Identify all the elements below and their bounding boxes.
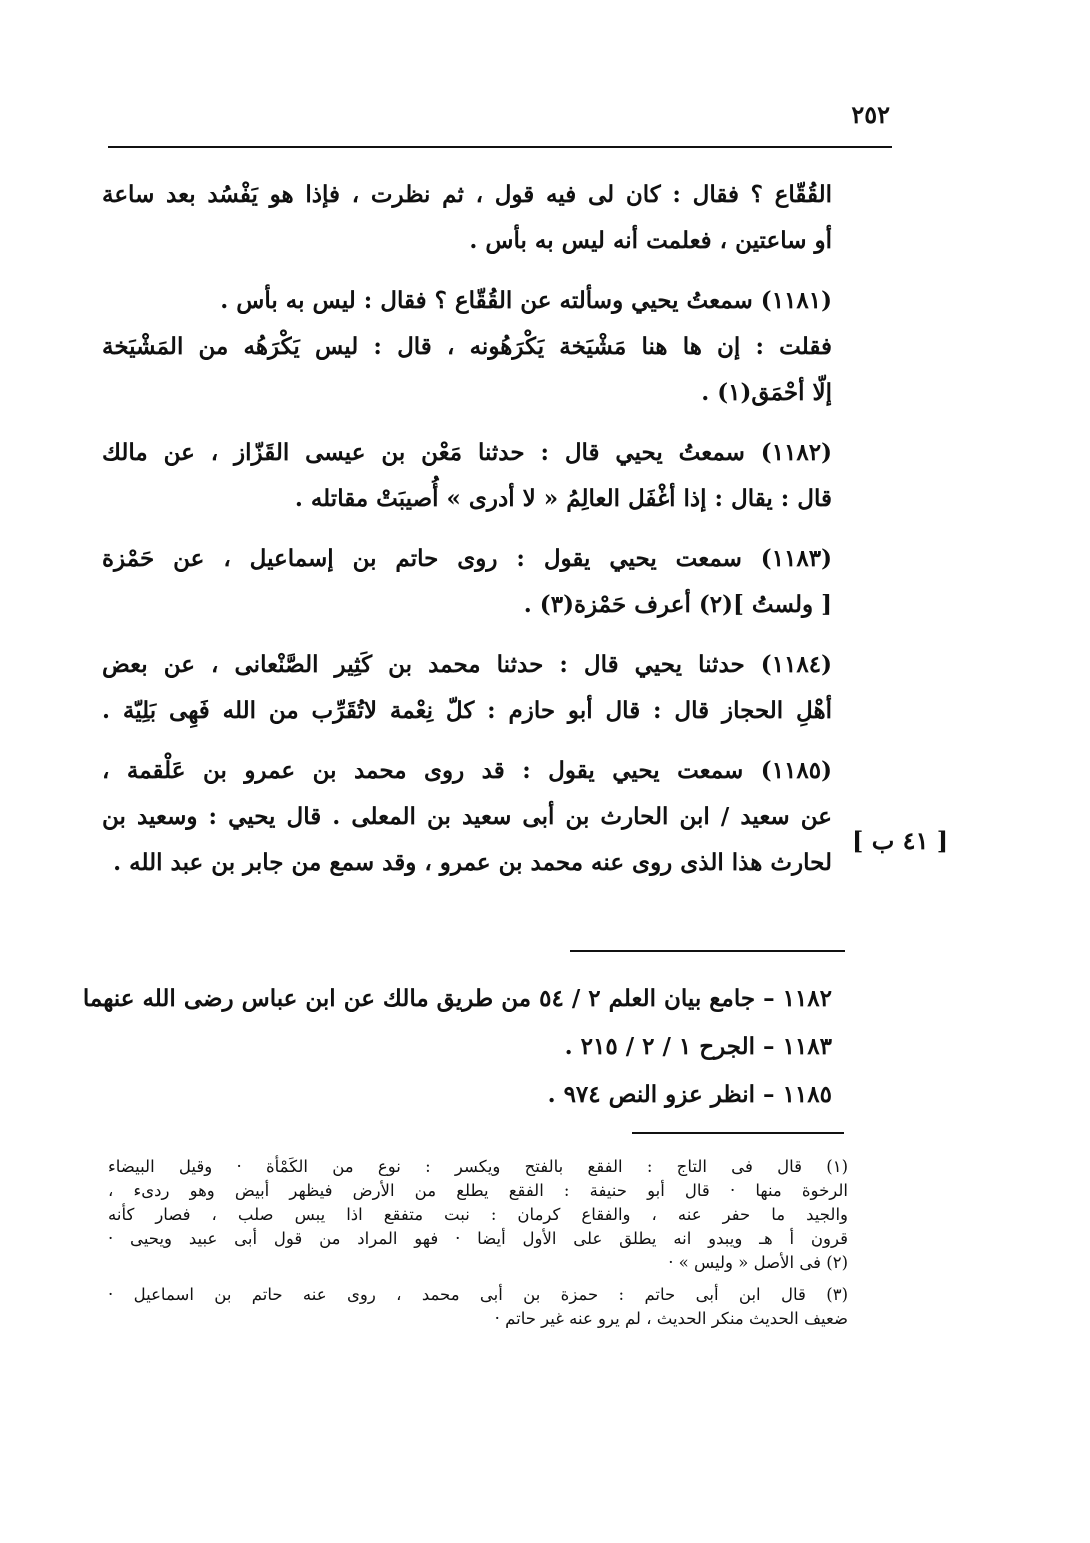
footnote-line: (٣) قال ابن أبى حاتم : حمزة بن أبى محمد ، روى عنه حاتم بن اسماعيل ·: [108, 1285, 848, 1304]
main-text: [102, 172, 832, 886]
text-line: (١١٨٢) سمعتُ يحيي قال : حدثنا مَعْن بن عيسى القَزّاز ، عن مالك: [102, 439, 832, 466]
reference-line: ١١٨٥ – انظر عزو النص ٩٧٤ .: [547, 1081, 832, 1108]
header-rule: [108, 146, 892, 148]
text-line: (١١٨٤) حدثنا يحيي قال : حدثنا محمد بن كَثِير الصَّنْعانى ، عن بعض: [102, 651, 832, 678]
margin-folio-note: [ ٤١ ب ]: [852, 826, 949, 855]
reference-line: ١١٨٢ – جامع بيان العلم ٢ / ٥٤ من طريق مالك عن ابن عباس رضى الله عنهما: [82, 985, 832, 1012]
footnote-line: قرون أ هـ ويبدو انه يطلق على الأول أيضا · فهو المراد من قول أبى عبيد ويحيى ·: [108, 1229, 848, 1248]
text-line: قال : يقال : إذا أغْفَل العالِمُ « لا أدرى » أُصيبَتْ مقاتله .: [294, 485, 832, 512]
text-line: (١١٨٥) سمعت يحيي يقول : قد روى محمد بن عمرو بن عَلْقمة ،: [102, 757, 832, 784]
text-line: إلّا أحْمَق(١) .: [701, 379, 832, 406]
footnote-line: (٢) فى الأصل « وليس » ·: [668, 1253, 848, 1272]
text-line: فقلت : إن ها هنا مَشْيَخة يَكْرَهُونه ، قال : ليس يَكْرَهُه من المَشْيَخة: [102, 333, 832, 360]
text-line: لحارث هذا الذى روى عنه محمد بن عمرو ، وقد سمع من جابر بن عبد الله .: [113, 849, 832, 876]
text-line: أو ساعتين ، فعلمت أنه ليس به بأس .: [469, 227, 832, 254]
text-line: أهْلِ الحجاز قال : قال أبو حازم : كلّ نِعْمة لاتُقَرِّب من الله فَهِى بَلِيّة .: [102, 697, 832, 724]
text-line: القُقّاع ؟ فقال : كان لى فيه قول ، ثم نظرت ، فإذا هو يَفْسُد بعد ساعة: [102, 181, 832, 208]
footnotes: [108, 1155, 848, 1331]
text-line: [ ولستُ ](٢) أعرف حَمْزة(٣) .: [523, 591, 832, 618]
text-line: (١١٨٣) سمعت يحيي يقول : روى حاتم بن إسماعيل ، عن حَمْزة: [102, 545, 832, 572]
text-line: (١١٨١) سمعتُ يحيي وسألته عن القُقّاع ؟ فقال : ليس به بأس .: [220, 287, 832, 314]
footnote-line: (١) قال فى التاج : الفقع بالفتح ويكسر : نوع من الكَمْأة · وقيل البيضاء: [108, 1157, 848, 1176]
footnote-line: والجيد ما حفر عنه ، والفقاع كرمان : نبت متفقع اذا يبس صلب ، فصار كأنه: [108, 1205, 848, 1224]
section-rule: [570, 950, 845, 952]
page-number: ٢٥٢: [851, 100, 890, 129]
text-line: عن سعيد / ابن الحارث بن أبى سعيد بن المعلى . قال يحيي : وسعيد بن: [102, 803, 832, 830]
footnote-rule: [632, 1132, 844, 1134]
reference-line: ١١٨٣ – الجرح ١ / ٢ / ٢١٥ .: [564, 1033, 832, 1060]
reference-notes: [82, 975, 832, 1119]
footnote-line: الرخوة منها · قال أبو حنيفة : الفقع يطلع من الأرض فيظهر أبيض وهو ردىء ،: [108, 1181, 848, 1200]
footnote-line: ضعيف الحديث منكر الحديث ، لم يرو عنه غير حاتم ·: [494, 1309, 848, 1328]
